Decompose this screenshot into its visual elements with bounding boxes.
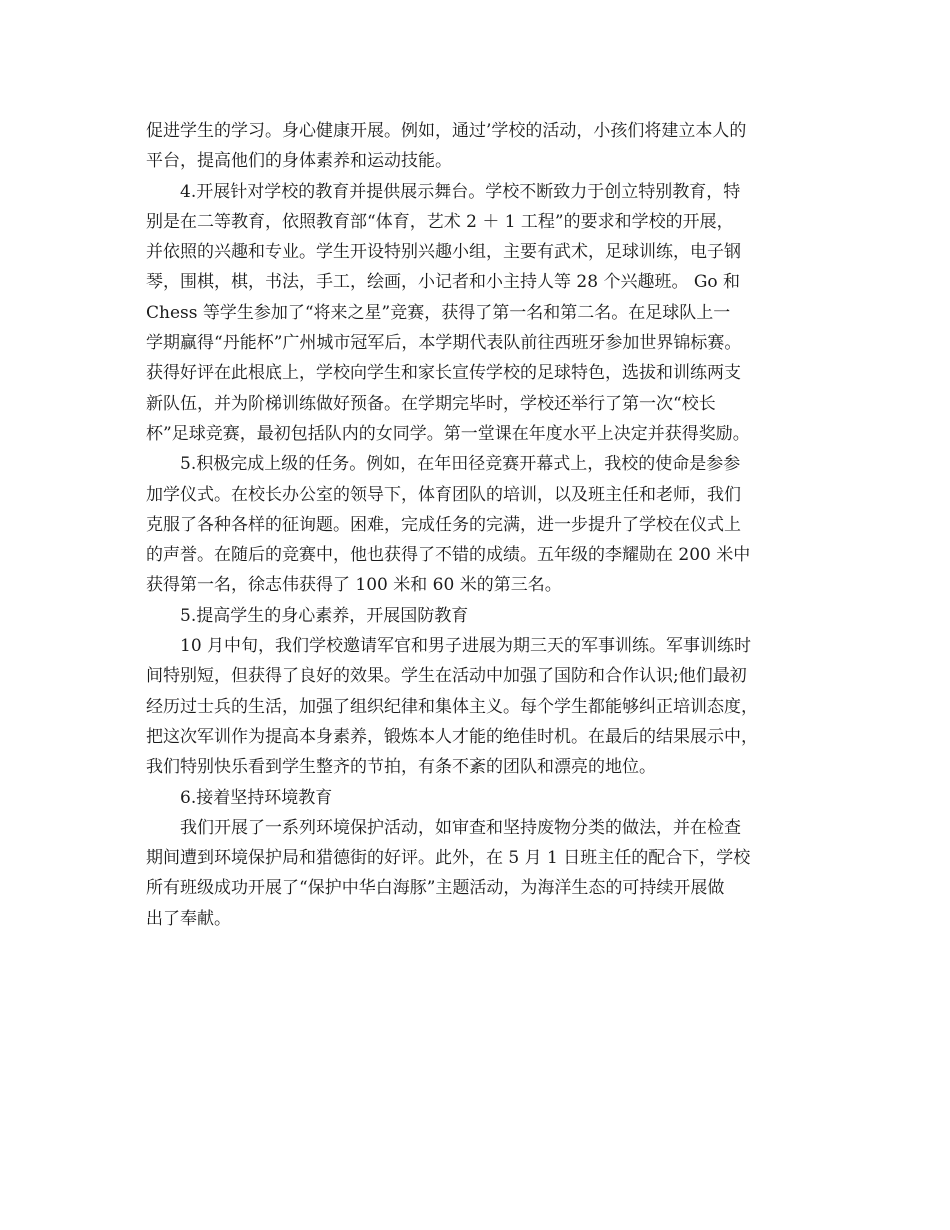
text-line: 获得好评在此根底上，学校向学生和家长宣传学校的足球特色，选拔和训练两支 bbox=[146, 363, 741, 384]
text-line: 5.提高学生的身心素养，开展国防教育 bbox=[180, 605, 469, 626]
text-line: 把这次军训作为提高本身素养，锻炼本人才能的绝佳时机。在最后的结果展示中， bbox=[146, 726, 758, 747]
text-line: 出了奉献。 bbox=[146, 908, 231, 929]
text-line: 促进学生的学习。身心健康开展。例如，通过’学校的活动，小孩们将建立本人的 bbox=[146, 121, 747, 141]
text-line: 所有班级成功开展了“保护中华白海豚”主题活动，为海洋生态的可持续开展做 bbox=[146, 878, 725, 899]
text-line: 期间遭到环境保护局和猎德街的好评。此外，在 5 月 1 日班主任的配合下，学校 bbox=[146, 848, 751, 869]
document-body bbox=[146, 116, 818, 934]
text-line: 经历过士兵的生活，加强了组织纪律和集体主义。每个学生都能够纠正培训态度， bbox=[146, 696, 758, 717]
text-line: 5.积极完成上级的任务。例如，在年田径竞赛开幕式上，我校的使命是参参 bbox=[180, 454, 741, 475]
text-line: 我们特别快乐看到学生整齐的节拍，有条不紊的团队和漂亮的地位。 bbox=[146, 757, 656, 778]
text-line: 杯”足球竞赛，最初包括队内的女同学。第一堂课在年度水平上决定并获得奖励。 bbox=[146, 423, 750, 444]
text-line: 别是在二等教育，依照教育部“体育，艺术 2 ＋ 1 工程”的要求和学校的开展， bbox=[146, 211, 734, 232]
text-line: 我们开展了一系列环境保护活动，如审查和坚持废物分类的做法，并在检查 bbox=[180, 817, 741, 838]
text-line: 4.开展针对学校的教育并提供展示舞台。学校不断致力于创立特别教育，特 bbox=[180, 181, 741, 202]
text-line: 学期赢得“丹能杯”广州城市冠军后，本学期代表队前往西班牙参加世界锦标赛。 bbox=[146, 333, 742, 354]
text-line: 的声誉。在随后的竞赛中，他也获得了不错的成绩。五年级的李耀勋在 200 米中 bbox=[146, 545, 751, 566]
text-line: 6.接着坚持环境教育 bbox=[180, 787, 333, 808]
text-line: 克服了各种各样的征询题。困难，完成任务的完满，进一步提升了学校在仪式上 bbox=[146, 514, 741, 535]
text-line: 间特别短，但获得了良好的效果。学生在活动中加强了国防和合作认识;他们最初 bbox=[146, 666, 747, 687]
text-line: 并依照的兴趣和专业。学生开设特别兴趣小组，主要有武术，足球训练，电子钢 bbox=[146, 242, 741, 263]
text-line: Chess 等学生参加了“将来之星”竞赛，获得了第一名和第二名。在足球队上一 bbox=[146, 302, 731, 323]
text-line: 获得第一名，徐志伟获得了 100 米和 60 米的第三名。 bbox=[146, 575, 562, 596]
text-line: 加学仪式。在校长办公室的领导下，体育团队的培训，以及班主任和老师，我们 bbox=[146, 484, 741, 505]
text-line: 新队伍，并为阶梯训练做好预备。在学期完毕时，学校还举行了第一次“校长 bbox=[146, 393, 716, 414]
text-line: 琴，围棋，棋，书法，手工，绘画，小记者和小主持人等 28 个兴趣班。 Go 和 bbox=[146, 272, 741, 293]
text-line: 平台，提高他们的身体素养和运动技能。 bbox=[146, 151, 452, 172]
text-line: 10 月中旬，我们学校邀请军官和男子进展为期三天的军事训练。军事训练时 bbox=[180, 636, 752, 657]
